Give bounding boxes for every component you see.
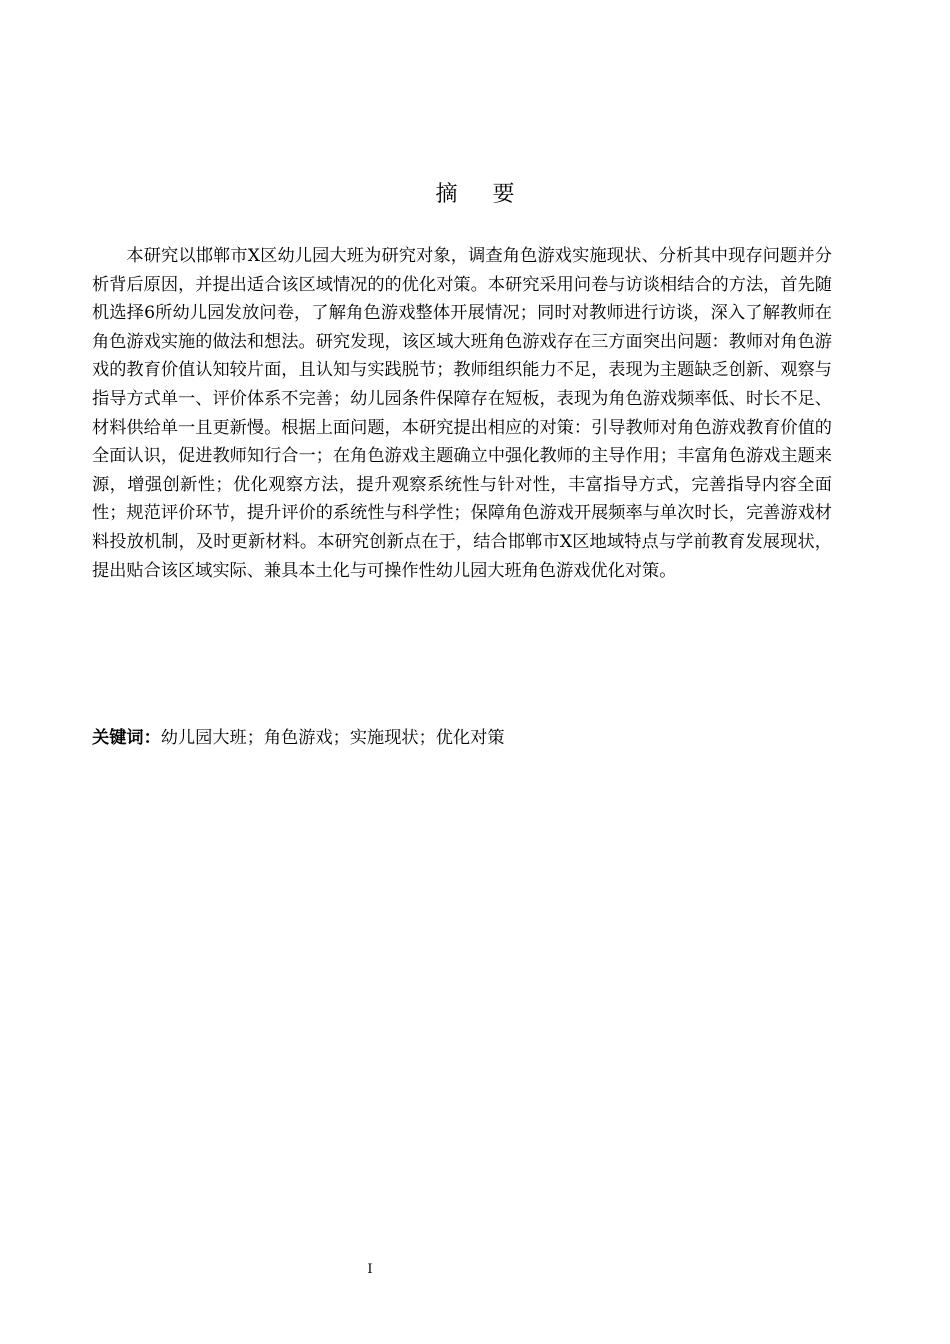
abstract-title: 摘 要 <box>435 182 529 207</box>
abstract-body: 本研究以邯郸市X区幼儿园大班为研究对象，调查角色游戏实施现状、分析其中现存问题并分析背后原因，并提出适合该区域情况的的优化对策。本研究采用问卷与访谈相结合的方法，首先随机选择6所幼儿园发放问卷，了解角色游戏整体开展情况；同时对教师进行访谈，深入了解教师在角色游戏实施的做法和想法。研究发现，该区域大班角色游戏存在三方面突出问题：教师对角色游戏的教育价值认知较片面，且认知与实践脱节；教师组织能力不足，表现为主题缺乏创新、观察与指导方式单一、评价体系不完善；幼儿园条件保障存在短板，表现为角色游戏频率低、时长不足、材料供给单一且更新慢。根据上面问题，本研究提出相应的对策：引导教师对角色游戏教育价值的全面认识，促进教师知行合一；在角色游戏主题确立中强化教师的主导作用；丰富角色游戏主题来源，增强创新性；优化观察方法，提升观察系统性与针对性，丰富指导方式，完善指导内容全面性；规范评价环节，提升评价的系统性与科学性；保障角色游戏开展频率与单次时长，完善游戏材料投放机制，及时更新材料。本研究创新点在于，结合邯郸市X区地域特点与学前教育发展现状，提出贴合该区域实际、兼具本土化与可操作性幼儿园大班角色游戏优化对策。 <box>92 246 832 581</box>
keywords-value: 幼儿园大班；角色游戏；实施现状；优化对策 <box>160 728 505 748</box>
keywords-label: 关键词： <box>92 728 161 748</box>
keywords-line <box>92 724 832 752</box>
page-number: I <box>367 1262 373 1277</box>
